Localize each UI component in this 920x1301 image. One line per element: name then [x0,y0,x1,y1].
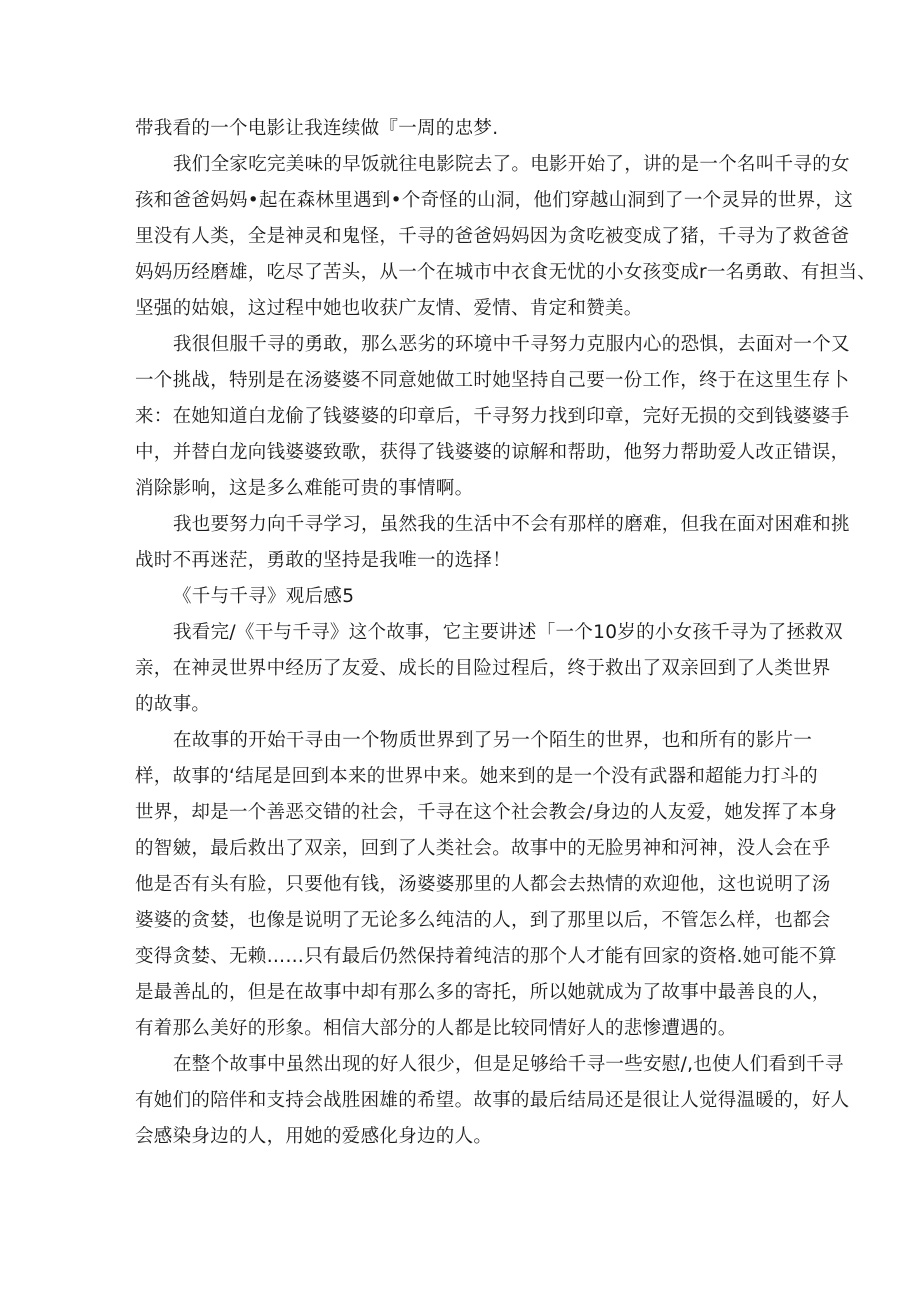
text-line: 孩和爸爸妈妈•起在森林里遇到•个奇怪的山洞，他们穿越山洞到了一个灵异的世界，这 [135,190,854,211]
section-title: 《千与千寻》观后感5 [173,586,355,607]
text-line: 有着那么美好的形象。相信大部分的人都是比较同情好人的悲惨遭遇的。 [135,1018,737,1039]
text-line: 来：在她知道白龙偷了钱婆婆的印章后，千寻努力找到印章，完好无损的交到钱婆婆手 [135,406,850,427]
text-line: 我们全家吃完美味的早饭就往电影院去了。电影开始了，讲的是一个名叫千寻的女 [173,154,850,175]
text-line: 在故事的开始干寻由一个物质世界到了另一个陌生的世界，也和所有的影片一 [173,730,813,751]
text-line: 的智皴，最后救出了双亲，回到了人类社会。故事中的无脸男神和河神，没人会在乎 [135,838,831,859]
text-line: 我也要努力向千寻学习，虽然我的生活中不会有那样的磨难，但我在面对困难和挑 [173,514,850,535]
text-line: 会感染身边的人，用她的爱感化身边的人。 [135,1126,493,1147]
text-line: 婆婆的贪婪，也像是说明了无论多么纯洁的人，到了那里以后，不管怎么样，也都会 [135,910,831,931]
text-line: 的故事。 [135,694,211,715]
text-line: 世界，却是一个善恶交错的社会，千寻在这个社会教会/身边的人友爱，她发挥了本身 [135,802,838,823]
text-line: 战时不再迷茫，勇敢的坚持是我唯一的选择！ [135,550,512,571]
text-line: 在整个故事中虽然出现的好人很少，但是足够给千寻一些安慰/,也使人们看到千寻 [173,1054,844,1075]
text-line: 消除影响，这是多么难能可贵的事情啊。 [135,478,474,499]
text-line: 有她们的陪伴和支持会战胜困雄的希望。故事的最后结局还是很让人觉得温暖的，好人 [135,1090,850,1111]
text-line: 我看完/《干与千寻》这个故事，它主要讲述「一个10岁的小女孩千寻为了拯救双 [173,622,843,643]
text-line: 中，并替白龙向钱婆婆致歌，获得了钱婆婆的谅解和帮助，他努力帮助爱人改正错误， [135,442,850,463]
text-line: 变得贪婪、无赖……只有最后仍然保持着纯洁的那个人才能有回家的资格.她可能不算 [135,946,837,967]
text-line: 我很但服千寻的勇敢，那么恶劣的环境中千寻努力克服内心的恐惧，去面对一个又 [173,334,850,355]
text-line: 他是否有头有脸，只要他有钱，汤婆婆那里的人都会去热情的欢迎他，这也说明了汤 [135,874,831,895]
text-line: 是最善乩的，但是在故事中却有那么多的寄托，所以她就成为了故事中最善良的人， [135,982,831,1003]
text-line: 样，故事的‘结尾是回到本来的世界中来。她来到的是一个没有武器和超能力打斗的 [135,766,818,787]
text-line: 里没有人类，全是神灵和鬼怪，千寻的爸爸妈妈因为贪吃被变成了猪，千寻为了救爸爸 [135,226,850,247]
text-line: 坚强的姑娘，这过程中她也收获广友情、爱情、肯定和赞美。 [135,298,643,319]
document-body [135,111,877,1155]
text-line: 妈妈历经磨雄，吃尽了苦头，从一个在城市中衣食无忧的小女孩变成r一名勇敢、有担当、 [135,262,877,283]
text-line: 一个挑战，特别是在汤婆婆不同意她做工时她坚持自己要一份工作，终于在这里生存卜 [135,370,850,391]
text-line: 带我看的一个电影让我连续做『一周的忠梦. [135,118,499,139]
text-line: 亲，在神灵世界中经历了友爱、成长的目险过程后，终于救出了双亲回到了人类世界 [135,658,831,679]
